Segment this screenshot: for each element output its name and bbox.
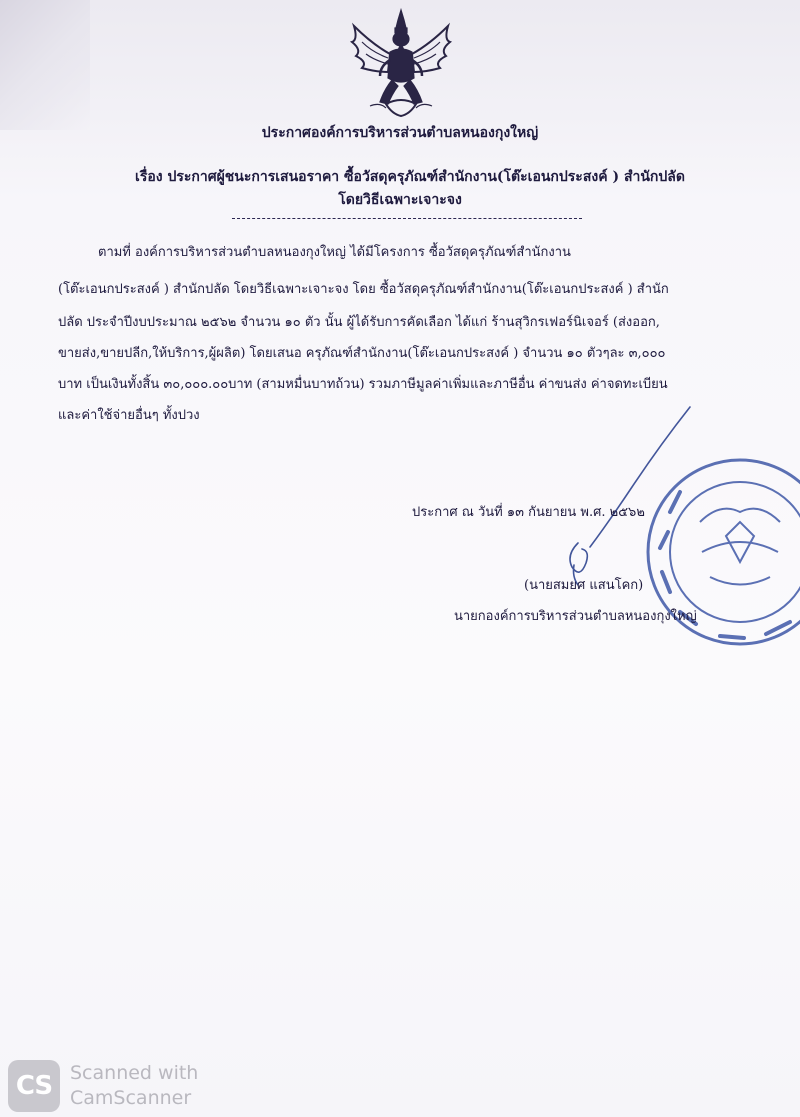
camscanner-watermark — [8, 1060, 268, 1112]
body-line: (โต๊ะเอนกประสงค์ ) สำนักปลัด โดยวิธีเฉพาะเจาะจง โดย ซื้อวัสดุครุภัณฑ์สำนักงาน(โต๊ะเอนกประสงค์ ) สำนัก — [58, 282, 669, 297]
watermark-line2: CamScanner — [70, 1087, 192, 1109]
signatory-title: นายกองค์การบริหารส่วนตำบลหนองกุงใหญ่ — [454, 609, 697, 624]
announcement-heading: ประกาศองค์การบริหารส่วนตำบลหนองกุงใหญ่ — [261, 125, 539, 141]
camscanner-logo-icon: CS — [8, 1060, 60, 1112]
page-fold-shadow — [0, 0, 90, 130]
announcement-subject: เรื่อง ประกาศผู้ชนะการเสนอราคา ซื้อวัสดุครุภัณฑ์สำนักงาน(โต๊ะเอนกประสงค์ ) สำนักปลัด — [135, 169, 685, 185]
body-line: บาท เป็นเงินทั้งสิ้น ๓๐,๐๐๐.๐๐บาท (สามหมื่นบาทถ้วน) รวมภาษีมูลค่าเพิ่มและภาษีอื่น ค่าขนส่ง ค่าจดทะเบียน — [58, 377, 668, 392]
watermark-line1: Scanned with — [70, 1062, 199, 1084]
announcement-date: ประกาศ ณ วันที่ ๑๓ กันยายน พ.ศ. ๒๕๖๒ — [412, 505, 645, 520]
body-line: ปลัด ประจำปีงบประมาณ ๒๕๖๒ จำนวน ๑๐ ตัว นั้น ผู้ได้รับการคัดเลือก ได้แก่ ร้านสุวิกรเฟอร์นิเจอร์ (ส่งออก, — [58, 315, 660, 330]
garuda-emblem-icon — [340, 6, 462, 122]
body-line: ตามที่ องค์การบริหารส่วนตำบลหนองกุงใหญ่ ได้มีโครงการ ซื้อวัสดุครุภัณฑ์สำนักงาน — [98, 245, 571, 260]
divider — [232, 218, 582, 219]
signatory-name: (นายสมยศ แสนโคก) — [524, 578, 644, 593]
body-line: ขายส่ง,ขายปลีก,ให้บริการ,ผู้ผลิต) โดยเสนอ ครุภัณฑ์สำนักงาน(โต๊ะเอนกประสงค์ ) จำนวน ๑๐ ตัวๆละ ๓,๐๐๐ — [58, 346, 666, 361]
body-line: และค่าใช้จ่ายอื่นๆ ทั้งปวง — [58, 408, 200, 423]
procurement-method: โดยวิธีเฉพาะเจาะจง — [338, 192, 462, 208]
